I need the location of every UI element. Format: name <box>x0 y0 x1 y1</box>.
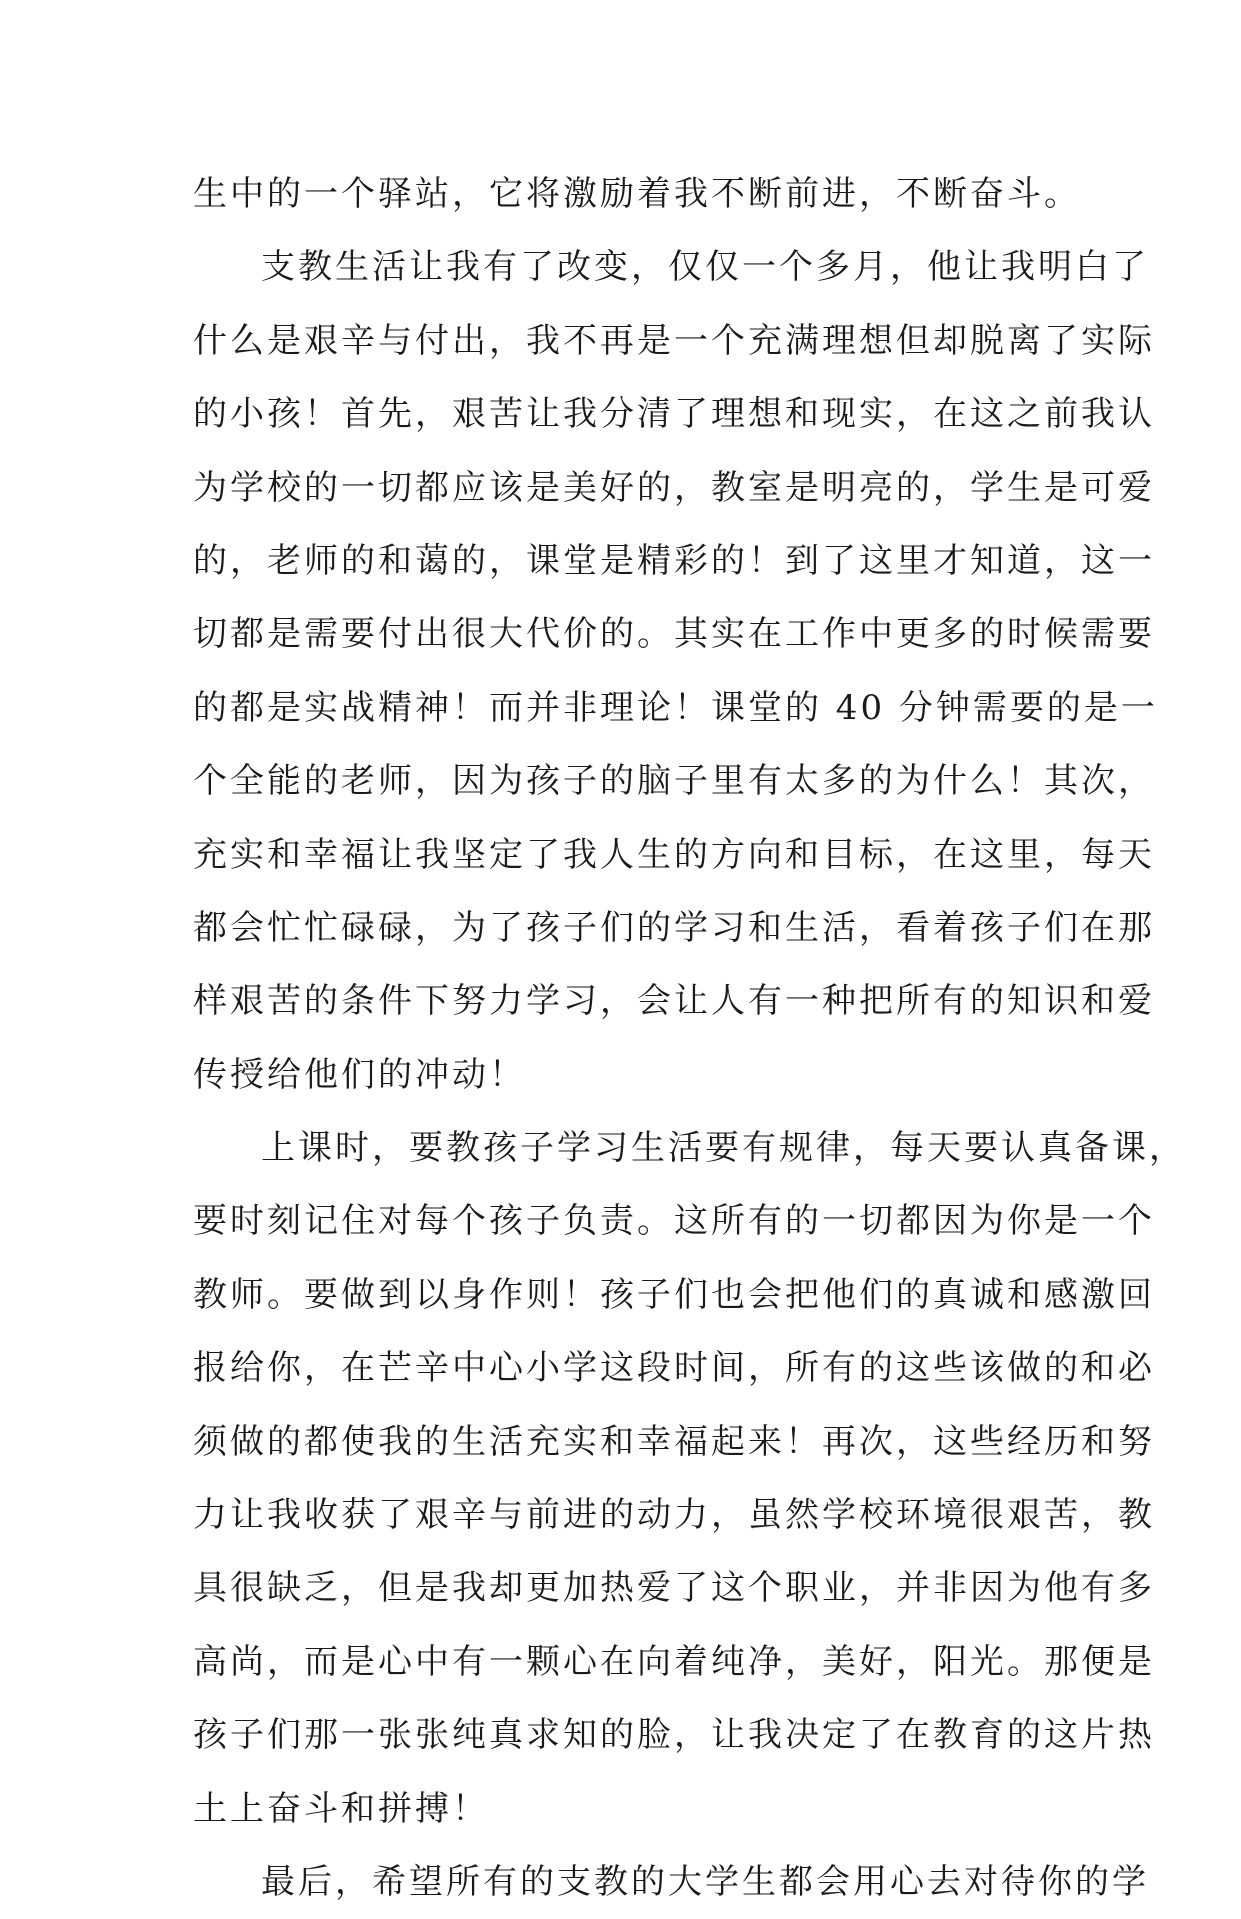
text-line: 上课时，要教孩子学习生活要有规律，每天要认真备课， <box>261 1128 1186 1169</box>
text-line: 高尚，而是心中有一颗心在向着纯净，美好，阳光。那便是 <box>193 1641 1155 1682</box>
text-line: 最后，希望所有的支教的大学生都会用心去对待你的学 <box>261 1861 1149 1902</box>
text-line: 力让我收获了艰辛与前进的动力，虽然学校环境很艰苦，教 <box>193 1495 1155 1536</box>
text-line: 教师。要做到以身作则！孩子们也会把他们的真诚和感激回 <box>193 1274 1155 1315</box>
text-line: 具很缺乏，但是我却更加热爱了这个职业，并非因为他有多 <box>193 1568 1155 1609</box>
text-line: 的，老师的和蔼的，课堂是精彩的！到了这里才知道，这一 <box>193 540 1155 581</box>
text-line: 样艰苦的条件下努力学习，会让人有一种把所有的知识和爱 <box>193 981 1155 1022</box>
text-line: 为学校的一切都应该是美好的，教室是明亮的，学生是可爱 <box>193 467 1155 508</box>
text-line: 都会忙忙碌碌，为了孩子们的学习和生活，看着孩子们在那 <box>193 907 1155 948</box>
text-line: 的都是实战精神！而并非理论！课堂的 40 分钟需要的是一 <box>193 687 1158 728</box>
text-line: 报给你，在芒辛中心小学这段时间，所有的这些该做的和必 <box>193 1348 1155 1389</box>
text-line: 要时刻记住对每个孩子负责。这所有的一切都因为你是一个 <box>193 1201 1155 1242</box>
text-line: 什么是艰辛与付出，我不再是一个充满理想但却脱离了实际 <box>193 320 1155 361</box>
body-text <box>193 158 1186 1919</box>
text-line: 的小孩！首先，艰苦让我分清了理想和现实，在这之前我认 <box>193 394 1155 435</box>
text-line: 土上奋斗和拼搏！ <box>193 1788 489 1829</box>
text-line: 个全能的老师，因为孩子的脑子里有太多的为什么！其次， <box>193 761 1155 802</box>
text-line: 传授给他们的冲动！ <box>193 1054 526 1095</box>
text-line: 切都是需要付出很大代价的。其实在工作中更多的时候需要 <box>193 614 1155 655</box>
text-line: 孩子们那一张张纯真求知的脸，让我决定了在教育的这片热 <box>193 1715 1155 1756</box>
text-line: 支教生活让我有了改变，仅仅一个多月，他让我明白了 <box>261 247 1149 288</box>
text-line: 须做的都使我的生活充实和幸福起来！再次，这些经历和努 <box>193 1421 1155 1462</box>
text-line: 生中的一个驿站，它将激励着我不断前进，不断奋斗。 <box>193 174 1081 214</box>
text-line: 充实和幸福让我坚定了我人生的方向和目标，在这里，每天 <box>193 834 1155 875</box>
